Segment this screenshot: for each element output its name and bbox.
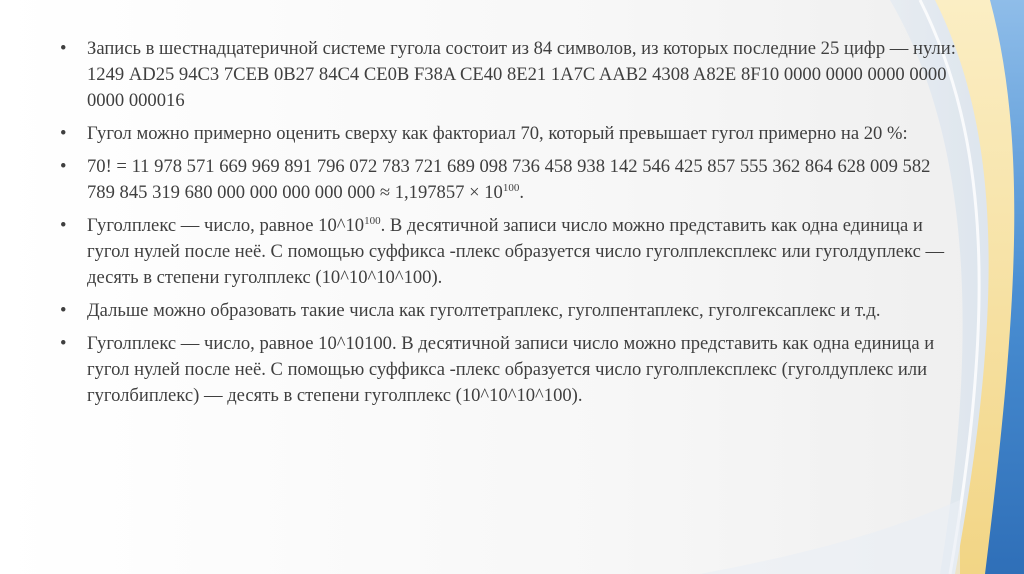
bullet-text: Гуголплекс — число, равное 10^10 (87, 215, 365, 236)
bullet-marker: • (60, 300, 67, 321)
bullet-marker: • (60, 123, 67, 144)
bullet-item-further-numbers (60, 298, 960, 324)
exponent: 100 (364, 214, 381, 227)
bullet-text: 70! = 11 978 571 669 969 891 796 072 783 721 689 098 736 458 938 142 546 425 857 555 362 864 628 009 582 789 845 319 680 000 000 000 000 000 ≈ 1,197857 × 10 (87, 156, 931, 203)
bullet-text-tail: . В десятичной записи число можно представить как одна единица и гугол нулей после неё. С помощью суффикса -плекс образуется число гуголплексплекс или гуголдуплекс — десять в степени гуголплекс (10^10^10^100). (87, 215, 945, 288)
bullet-text: Гуголплекс — число, равное 10^10100. В десятичной записи число можно представить как одна единица и гугол нулей после неё. С помощью суффикса -плекс образуется число гуголплексплекс (гуголдуплекс или гуголбиплекс) — десять в степени гуголплекс (10^10^10^100). (87, 333, 935, 406)
exponent: 100 (502, 181, 520, 194)
bullet-marker: • (60, 156, 67, 177)
bullet-item-googolplex-repeat (60, 331, 960, 409)
bullet-text: Запись в шестнадцатеричной системе гугола состоит из 84 символов, из которых последние 25 цифр — нули: 1249 AD25 94C3 7CEB 0B27 84C4 CE0B F38A CE40 8E21 1A7C AAB2 4308 A82E 8F10 0000 0000 0000 0000 0000 000016 (87, 38, 956, 111)
bullet-text: Дальше можно образовать такие числа как гуголтетраплекс, гуголпентаплекс, гуголгексаплекс и т.д. (87, 300, 881, 321)
bullet-list (60, 36, 960, 416)
bullet-item-hex-googol (60, 36, 960, 114)
bullet-marker: • (60, 38, 67, 59)
bullet-text-tail: . (519, 182, 524, 203)
bullet-marker: • (60, 215, 67, 236)
bullet-marker: • (60, 333, 67, 354)
bullet-text: Гугол можно примерно оценить сверху как факториал 70, который превышает гугол примерно на 20 %: (87, 123, 908, 144)
bullet-item-70-factorial (60, 154, 960, 206)
bottom-pale-band (700, 500, 960, 574)
bullet-item-googolplex-definition (60, 213, 960, 291)
bullet-item-factorial-estimate (60, 121, 960, 147)
